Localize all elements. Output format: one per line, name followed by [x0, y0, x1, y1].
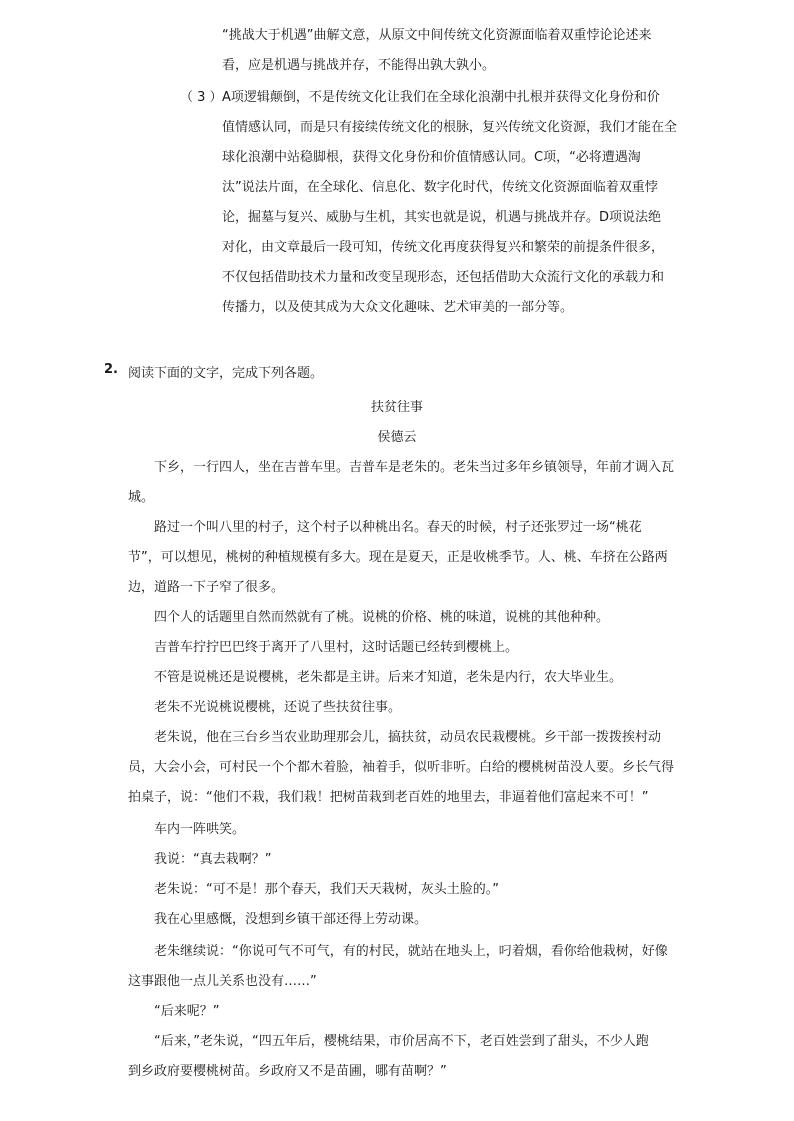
item-3-line: 值情感认同，而是只有接续传统文化的根脉，复兴传统文化资源，我们才能在全: [222, 120, 678, 135]
question-number: 2.: [104, 362, 118, 377]
article-author: 侯德云: [377, 430, 417, 445]
item-3-line: 论，掘墓与复兴、威胁与生机，其实也就是说，机遇与挑战并存。D项说法绝: [222, 210, 662, 225]
paragraph-line: 不管是说桃还是说樱桃，老朱都是主讲。后来才知道，老朱是内行，农大毕业生。: [154, 670, 623, 685]
item-3-line: A项逻辑颠倒，不是传统文化让我们在全球化浪潮中扎根并获得文化身份和价: [222, 90, 660, 105]
paragraph-line: “后来呢？”: [154, 1004, 220, 1019]
paragraph-line: 这事跟他一点儿关系也没有……”: [128, 974, 317, 989]
paragraph-line: 四个人的话题里自然而然就有了桃。说桃的价格、桃的味道，说桃的其他种种。: [154, 610, 610, 625]
item-3-line: 不仅包括借助技术力量和改变呈现形态，还包括借助大众流行文化的承载力和: [222, 270, 665, 285]
paragraph-line: 边，道路一下子窄了很多。: [128, 580, 285, 595]
article-title: 扶贫往事: [370, 400, 423, 415]
item-3-line: 汰”说法片面，在全球化、信息化、数字化时代，传统文化资源面临着双重悖: [222, 180, 658, 195]
item-3-line: 对化，由文章最后一段可知，传统文化再度获得复兴和繁荣的前提条件很多，: [222, 240, 665, 255]
paragraph-line: 车内一阵哄笑。: [154, 822, 246, 837]
answer-line-1: “挑战大于机遇”曲解文意，从原文中间传统文化资源面临着双重悖论论述来: [222, 28, 652, 43]
answer-line-2: 看，应是机遇与挑战并存，不能得出孰大孰小。: [222, 58, 496, 73]
item-3-label: （ 3 ）: [180, 90, 223, 105]
paragraph-line: 吉普车拧拧巴巴终于离开了八里村，这时话题已经转到樱桃上。: [154, 640, 519, 655]
question-prompt: 阅读下面的文字，完成下列各题。: [128, 366, 324, 381]
paragraph-line: 员，大会小会，可村民一个个都木着脸，袖着手，似听非听。白给的樱桃树苗没人要。乡长气得: [128, 760, 675, 775]
paragraph-line: 我说：“真去栽啊？”: [154, 852, 272, 867]
item-3-line: 球化浪潮中站稳脚根，获得文化身份和价值情感认同。C项，“必将遭遇淘: [222, 150, 641, 165]
paragraph-line: 路过一个叫八里的村子，这个村子以种桃出名。春天的时候，村子还张罗过一场“桃花: [154, 520, 642, 535]
paragraph-line: 我在心里感慨，没想到乡镇干部还得上劳动课。: [154, 912, 428, 927]
paragraph-line: 老朱不光说桃说樱桃，还说了些扶贫往事。: [154, 700, 402, 715]
paragraph-line: 老朱说：“可不是！那个春天，我们天天栽树，灰头土脸的。”: [154, 882, 499, 897]
paragraph-line: 城。: [128, 490, 155, 505]
paragraph-line: “后来，”老朱说，“四五年后，樱桃结果，市价居高不下，老百姓尝到了甜头，不少人跑: [154, 1034, 649, 1049]
paragraph-line: 节”，可以想见，桃树的种植规模有多大。现在是夏天，正是收桃季节。人、桃、车挤在公路两: [128, 550, 668, 565]
paragraph-line: 老朱说，他在三台乡当农业助理那会儿，搞扶贫，动员农民栽樱桃。乡干部一拨拨挨村动: [154, 730, 662, 745]
paragraph-line: 老朱继续说：“你说可气不可气，有的村民，就站在地头上，叼着烟，看你给他栽树，好像: [154, 944, 668, 959]
paragraph-line: 下乡，一行四人，坐在吉普车里。吉普车是老朱的。老朱当过多年乡镇领导，年前才调入瓦: [154, 460, 675, 475]
item-3-line: 传播力，以及使其成为大众文化趣味、艺术审美的一部分等。: [222, 300, 574, 315]
paragraph-line: 到乡政府要樱桃树苗。乡政府又不是苗圃，哪有苗啊？”: [128, 1064, 447, 1079]
paragraph-line: 拍桌子，说：“他们不栽，我们栽！把树苗栽到老百姓的地里去，非逼着他们富起来不可！”: [128, 790, 649, 805]
